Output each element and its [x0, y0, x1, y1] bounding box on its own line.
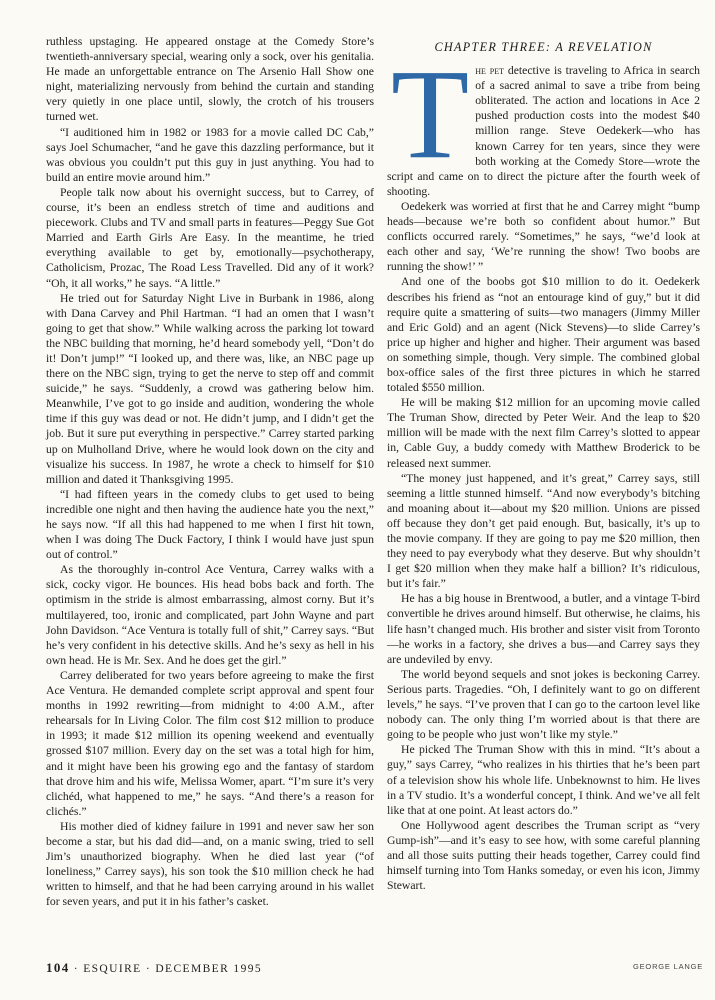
- right-paragraph: One Hollywood agent describes the Truman script as “very Gump-ish”—and it’s easy to see how, with some careful planning and all those suits putting their heads together, Carrey could find himself turning into Tom Hanks someday, or even his icon, Jimmy Stewart.: [387, 818, 700, 893]
- left-paragraph: “I had fifteen years in the comedy clubs to get used to being incredible one night and then having the audience hate you the next,” he says now. “If all this had happened to me when I first hit town, when I was doing The Duck Factory, I think I would have just spun out of control.”: [46, 487, 374, 562]
- right-paragraph: The world beyond sequels and snot jokes is beckoning Carrey. Serious parts. Tragedies. “Oh, I definitely want to go on different levels,” he says. “I’ve proven that I can go to the cartoon level like nobody can. The only thing I’m worried about is that there are going to be people who just won’t like my style.”: [387, 667, 700, 742]
- left-column: [46, 34, 374, 909]
- lead-smallcaps: he pet: [475, 64, 504, 78]
- right-paragraph: He picked The Truman Show with this in mind. “It’s about a guy,” says Carrey, “who realizes in his thirties that he’s been part of a television show his whole life. Unbeknownst to him. He lives in a TV studio. It’s a wonderful concept, I think. And we’ve all felt like that at one point. At least actors do.”: [387, 743, 700, 817]
- left-paragraph: “I auditioned him in 1982 or 1983 for a movie called DC Cab,” says Joel Schumacher, “and he gave this dazzling performance, but it was obvious you couldn’t put this guy in just anything. You had to build an entire movie around him.”: [46, 125, 374, 184]
- right-paragraph: Oedekerk was worried at first that he and Carrey might “bump heads—because we’re both so confident about humor.” But conflicts occurred rarely. “Sometimes,” he says, “we’d look at each other and say, ‘We’re running the show! Two boobs are running the show!’ ”: [387, 199, 700, 274]
- right-paragraph: And one of the boobs got $10 million to do it. Oedekerk describes his friend as “not an entourage kind of guy,” but it did require quite a smattering of suits—two managers (Jimmy Miller and Eric Gold) and an agent (Nick Stevens)—to slide Carrey’s price up higher and higher and higher. Their argument was based on something simple, though. Very simple. The combined global box-office sales of the first three pictures in which he starred totaled $550 million.: [387, 275, 700, 395]
- left-paragraph: Carrey deliberated for two years before agreeing to make the first Ace Ventura. He demanded complete script approval and spent four months in 1992 rewriting—from midnight to 4:00 A.M., after rehearsals for In Living Color. The film cost $12 million to produce in 1993; it made $12 million its opening weekend and eventually grossed $107 million. Every day on the set was a total high for him, and it might have been his growing ego and the fantasy of stardom that drove him and his wife, Melissa Womer, apart. “I’m sure it’s very clichéd, what happened to me,” he says. “And there’s a reason for clichés.”: [46, 668, 374, 818]
- left-paragraph: ruthless upstaging. He appeared onstage at the Comedy Store’s twentieth-anniversary special, wearing only a sock, over his genitalia. He made an unforgettable entrance on The Arsenio Hall Show one night, materializing nervously from behind the curtain and standing very quietly in one place until, slowly, the crotch of his trousers turned wet.: [46, 35, 374, 124]
- drop-cap: T: [391, 43, 470, 186]
- left-paragraph: He tried out for Saturday Night Live in Burbank in 1986, along with Dana Carvey and Phil Hartman. “I had an omen that I wasn’t going to get that show.” While walking across the parking lot toward the NBC building that morning, he’d heard somebody yell, “Don’t do it! Don’t jump!” “I looked up, and there was, like, an NBC page up there on the NBC sign, trying to get the nerve to step off and commit suicide,” he says. “Suddenly, a crowd was gathering below him. Meanwhile, I’ve got to go inside and audition, wondering the whole time if this guy was dead or not. He didn’t jump, and I didn’t get the job. But it sure put everything in perspective.” Carrey started parking up on Mulholland Drive, where he would look down on the city and visualize his success. In 1987, he wrote a check to himself for $10 million and dated it Thanksgiving 1995.: [46, 291, 374, 486]
- lead-text: detective is traveling to Africa in search of a sacred animal to save a tribe from being obliterated. The action and locations in Ace 2 pushed production costs into the modest $40 million range. Steve Oedekerk—who has known Carrey for ten years, since they were both working at the Comedy Store—wrote the script and came on to direct the picture after the fourth week of shooting.: [387, 64, 701, 198]
- magazine-issue: · ESQUIRE · DECEMBER 1995: [73, 963, 263, 975]
- page-number: 104: [46, 960, 70, 975]
- right-paragraph: He will be making $12 million for an upcoming movie called The Truman Show, directed by Peter Weir. And the leap to $20 million will be made with the next film Carrey’s slotted to appear in, Cable Guy, a buddy comedy with Matthew Broderick to be released next summer.: [387, 396, 700, 470]
- photo-credit: GEORGE LANGE: [633, 962, 704, 971]
- right-paragraph: He has a big house in Brentwood, a butler, and a vintage T-bird convertible he drives around himself. But otherwise, he claims, his life hasn’t changed much. His brother and sister visit from Toronto—he works in a factory, she drives a bus—and Carrey says they are undeviled by envy.: [387, 592, 700, 666]
- right-column: [387, 40, 700, 893]
- page-folio: [46, 960, 262, 976]
- left-paragraph: As the thoroughly in-control Ace Ventura, Carrey walks with a sick, cocky vigor. He bounces. His head bobs back and forth. The optimism in the stride is almost embarrassing, almost corny. But it’s multilayered, too, ironic and complicated, part John Wayne and part John Davidson. “Ace Ventura is totally full of shit,” Carrey says. “But he’s very confident in his detective skills. And he’s sexy as hell in his own head. He is Mr. Sex. And he does get the girl.”: [46, 563, 374, 667]
- chapter-heading: CHAPTER THREE: A REVELATION: [434, 40, 653, 54]
- left-paragraph: People talk now about his overnight success, but to Carrey, of course, it’s been an endless stretch of time and auditions and piecework. Clubs and TV and small parts in features—Peggy Sue Got Married and Earth Girls Are Easy. In the meantime, he tried everything available to get by, emotionally—psychotherapy, Catholicism, Prozac, The Road Less Travelled. Did any of it work? “Oh, it all works,” he says. “A little.”: [46, 185, 374, 290]
- left-paragraph: His mother died of kidney failure in 1991 and never saw her son become a star, but his dad did—and, on a manic swing, tried to sell Jim’s unauthorized biography. When he died last year (“of loneliness,” Carrey says), his son took the $10 million check he had written to himself, and that he had been carrying around in his wallet for seven years, and put it in his father’s casket.: [46, 819, 374, 909]
- right-paragraph: “The money just happened, and it’s great,” Carrey says, still seeming a little stunned himself. “And now everybody’s bitching and moaning about it—about my $20 million. Unions are pissed off because they don’t get paid enough. But, basically, it’s up to the movie company. If they are going to pay me $20 million, then they need to pay everybody what they deserve. But why shouldn’t I get $20 million when they make half a billion? It’s ridiculous, but it’s fair.”: [387, 471, 700, 591]
